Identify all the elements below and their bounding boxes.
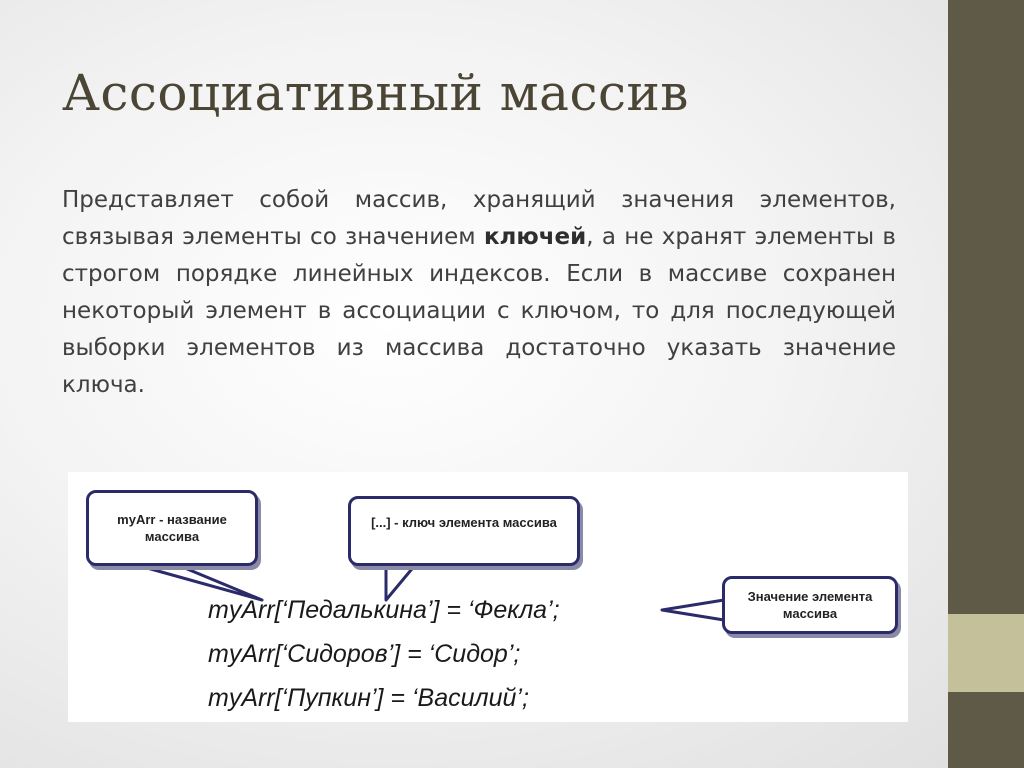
paragraph-bold-keyword: ключей: [483, 224, 587, 250]
callout-value: Значение элемента массива: [722, 576, 898, 634]
slide-title: Ассоциативный массив: [62, 64, 689, 122]
name-callout-pointer: [140, 566, 262, 600]
callout-array-name: myArr - название массива: [86, 490, 258, 566]
slide-paragraph: [62, 182, 896, 404]
diagram-figure: [68, 472, 908, 722]
value-callout-pointer: [662, 600, 724, 620]
key-callout-pointer: [386, 564, 416, 600]
code-line-1: myArr[‘Педалькина’] = ‘Фекла’;: [208, 596, 560, 624]
paragraph-part-1: Представляет собой массив, хранящий значения элементов, связывая элементы со значением: [62, 187, 896, 250]
code-line-2: myArr[‘Сидоров’] = ‘Сидор’;: [208, 640, 521, 668]
code-line-3: myArr[‘Пупкин’] = ‘Василий’;: [208, 684, 529, 712]
paragraph-part-2: , а не хранят элементы в строгом порядке линейных индексов. Если в массиве сохранен некоторый элемент в ассоциации с ключом, то для последующей выборки элементов из массива достаточно указать значение ключа.: [62, 224, 896, 398]
callout-key: [...] - ключ элемента массива: [348, 496, 580, 566]
side-band-accent: [948, 614, 1024, 692]
